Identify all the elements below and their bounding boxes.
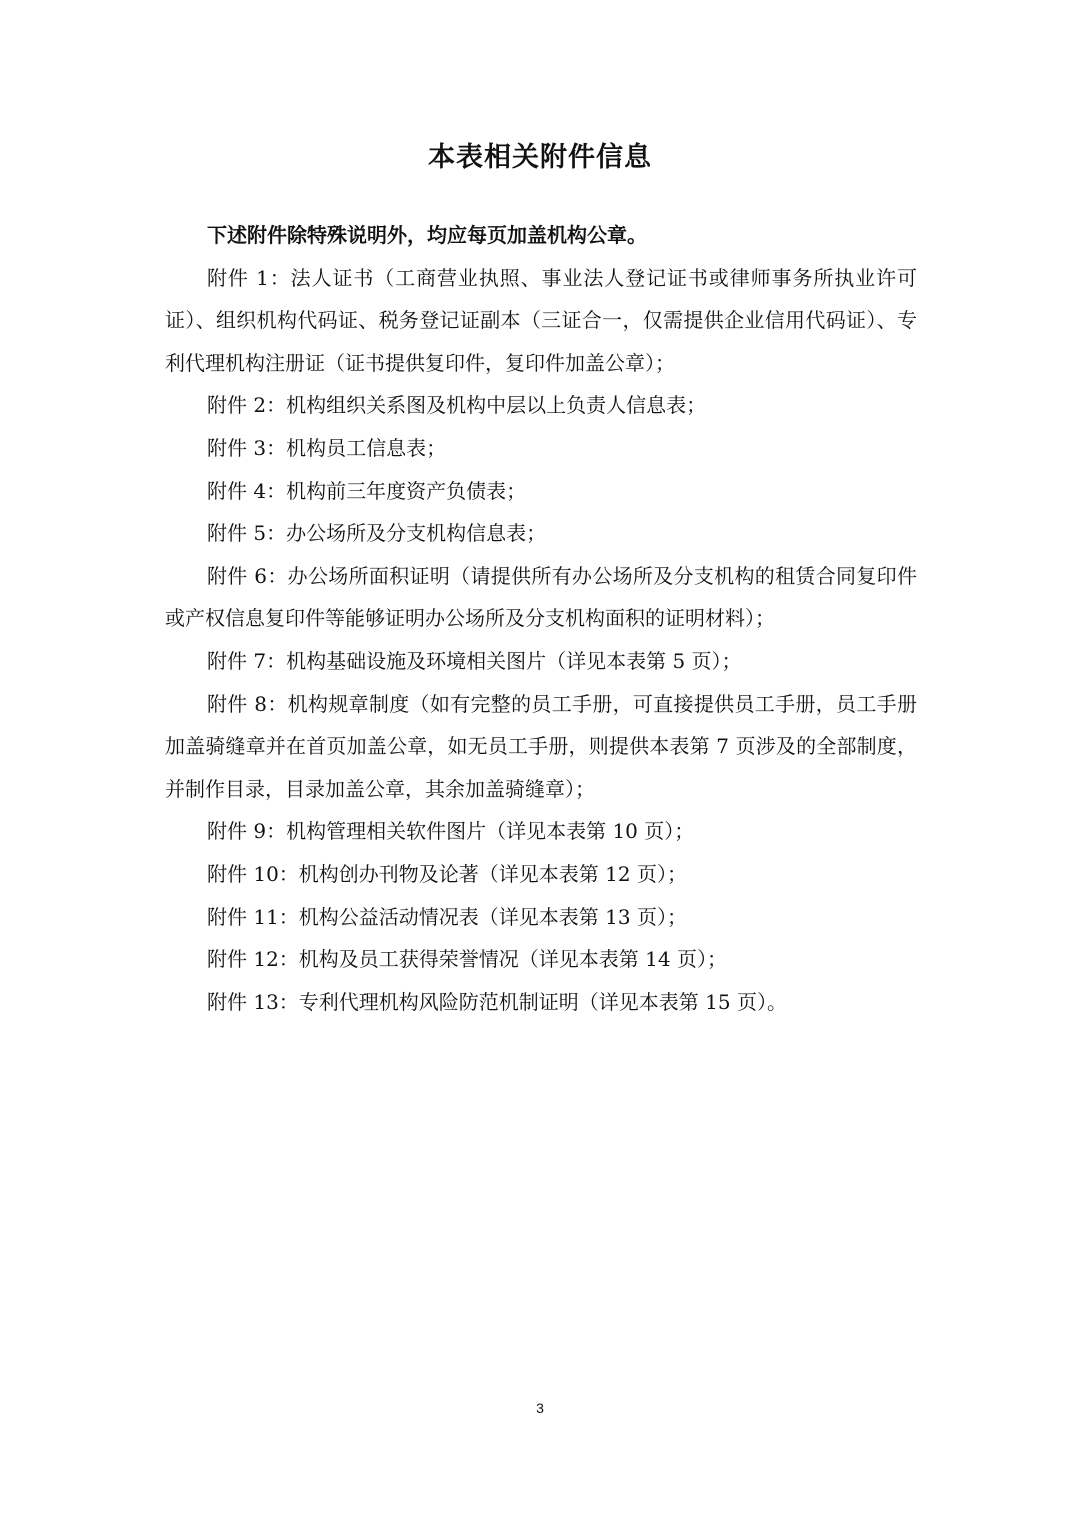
intro-note: 下述附件除特殊说明外，均应每页加盖机构公章。 [207, 223, 647, 247]
attachment-item-13: 附件 13：专利代理机构风险防范机制证明（详见本表第 15 页）。 [207, 989, 787, 1014]
attachment-item-8: 附件 8：机构规章制度（如有完整的员工手册，可直接提供员工手册，员工手册加盖骑缝章并在首页加盖公章，如无员工手册，则提供本表第 7 页涉及的全部制度，并制作目录，目录加盖公章，其余加盖骑缝章）； [165, 691, 917, 801]
attachment-item-11: 附件 11：机构公益活动情况表（详见本表第 13 页）； [207, 904, 687, 929]
attachment-item-5: 附件 5：办公场所及分支机构信息表； [207, 521, 547, 546]
attachment-list [165, 214, 917, 1023]
attachment-item-6: 附件 6：办公场所面积证明（请提供所有办公场所及分支机构的租赁合同复印件或产权信息复印件等能够证明办公场所及分支机构面积的证明材料）； [165, 563, 917, 631]
attachment-item-10: 附件 10：机构创办刊物及论著（详见本表第 12 页）； [207, 861, 687, 886]
attachment-item-4: 附件 4：机构前三年度资产负债表； [207, 478, 527, 503]
page-title: 本表相关附件信息 [428, 142, 652, 173]
attachment-item-3: 附件 3：机构员工信息表； [207, 435, 447, 460]
attachment-item-12: 附件 12：机构及员工获得荣誉情况（详见本表第 14 页）； [207, 947, 727, 972]
attachment-item-7: 附件 7：机构基础设施及环境相关图片（详见本表第 5 页）； [207, 648, 742, 673]
attachment-item-2: 附件 2：机构组织关系图及机构中层以上负责人信息表； [207, 393, 707, 418]
page-number: 3 [536, 1400, 544, 1416]
attachment-item-9: 附件 9：机构管理相关软件图片（详见本表第 10 页）； [207, 819, 695, 844]
attachment-item-1: 附件 1：法人证书（工商营业执照、事业法人登记证书或律师事务所执业许可证）、组织机构代码证、税务登记证副本（三证合一，仅需提供企业信用代码证）、专利代理机构注册证（证书提供复印件，复印件加盖公章）； [165, 265, 917, 375]
